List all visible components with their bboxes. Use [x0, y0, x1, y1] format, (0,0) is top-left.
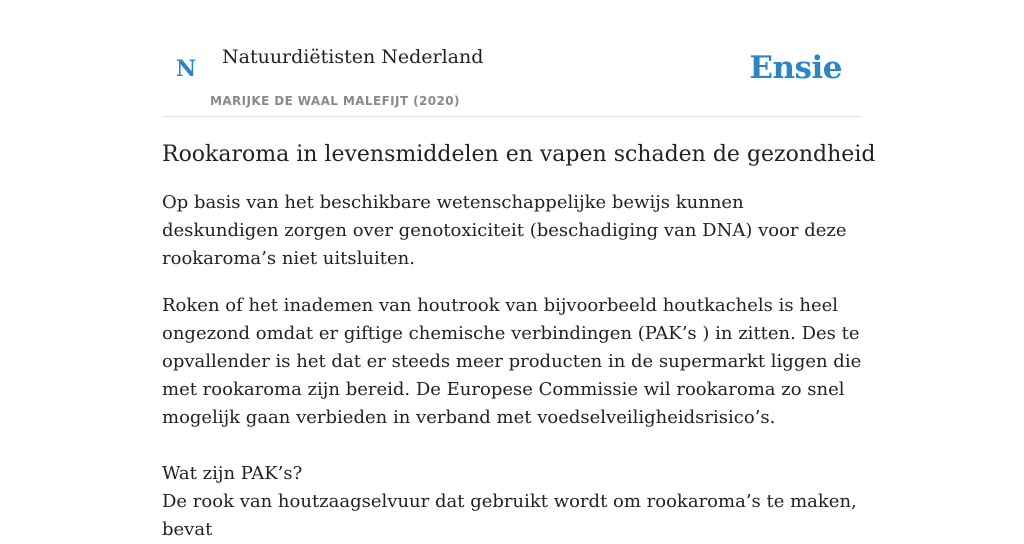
section-heading: Wat zijn PAK’s? — [162, 463, 303, 484]
article-header — [162, 0, 862, 117]
article-paragraph: Roken of het inademen van houtrook van bijvoorbeeld houtkachels is heel ongezond omdat er giftige chemische verbindingen (PAK’s ) in zitten. Des te opvallender is het dat er steeds meer producten in de supermarkt liggen die met rookaroma zijn bereid. De Europese Commissie wil rookaroma zo snel mogelijk gaan verbieden in verband met voedselveiligheidsrisico’s. — [162, 295, 862, 428]
author-byline: MARIJKE DE WAAL MALEFIJT (2020) — [210, 94, 460, 108]
article-title: Rookaroma in levensmiddelen en vapen schaden de gezondheid — [162, 142, 876, 167]
publication-logo[interactable]: N — [176, 56, 197, 82]
ensie-logo[interactable]: Ensie — [749, 50, 842, 86]
publication-name[interactable]: Natuurdiëtisten Nederland — [222, 46, 484, 68]
article-paragraph: Op basis van het beschikbare wetenschappelijke bewijs kunnen deskundigen zorgen over genotoxiciteit (beschadiging van DNA) voor deze rookaroma’s niet uitsluiten. — [162, 192, 847, 269]
article-paragraph: De rook van houtzaagselvuur dat gebruikt wordt om rookaroma’s te maken, bevat — [162, 491, 857, 540]
article-body — [162, 138, 876, 544]
